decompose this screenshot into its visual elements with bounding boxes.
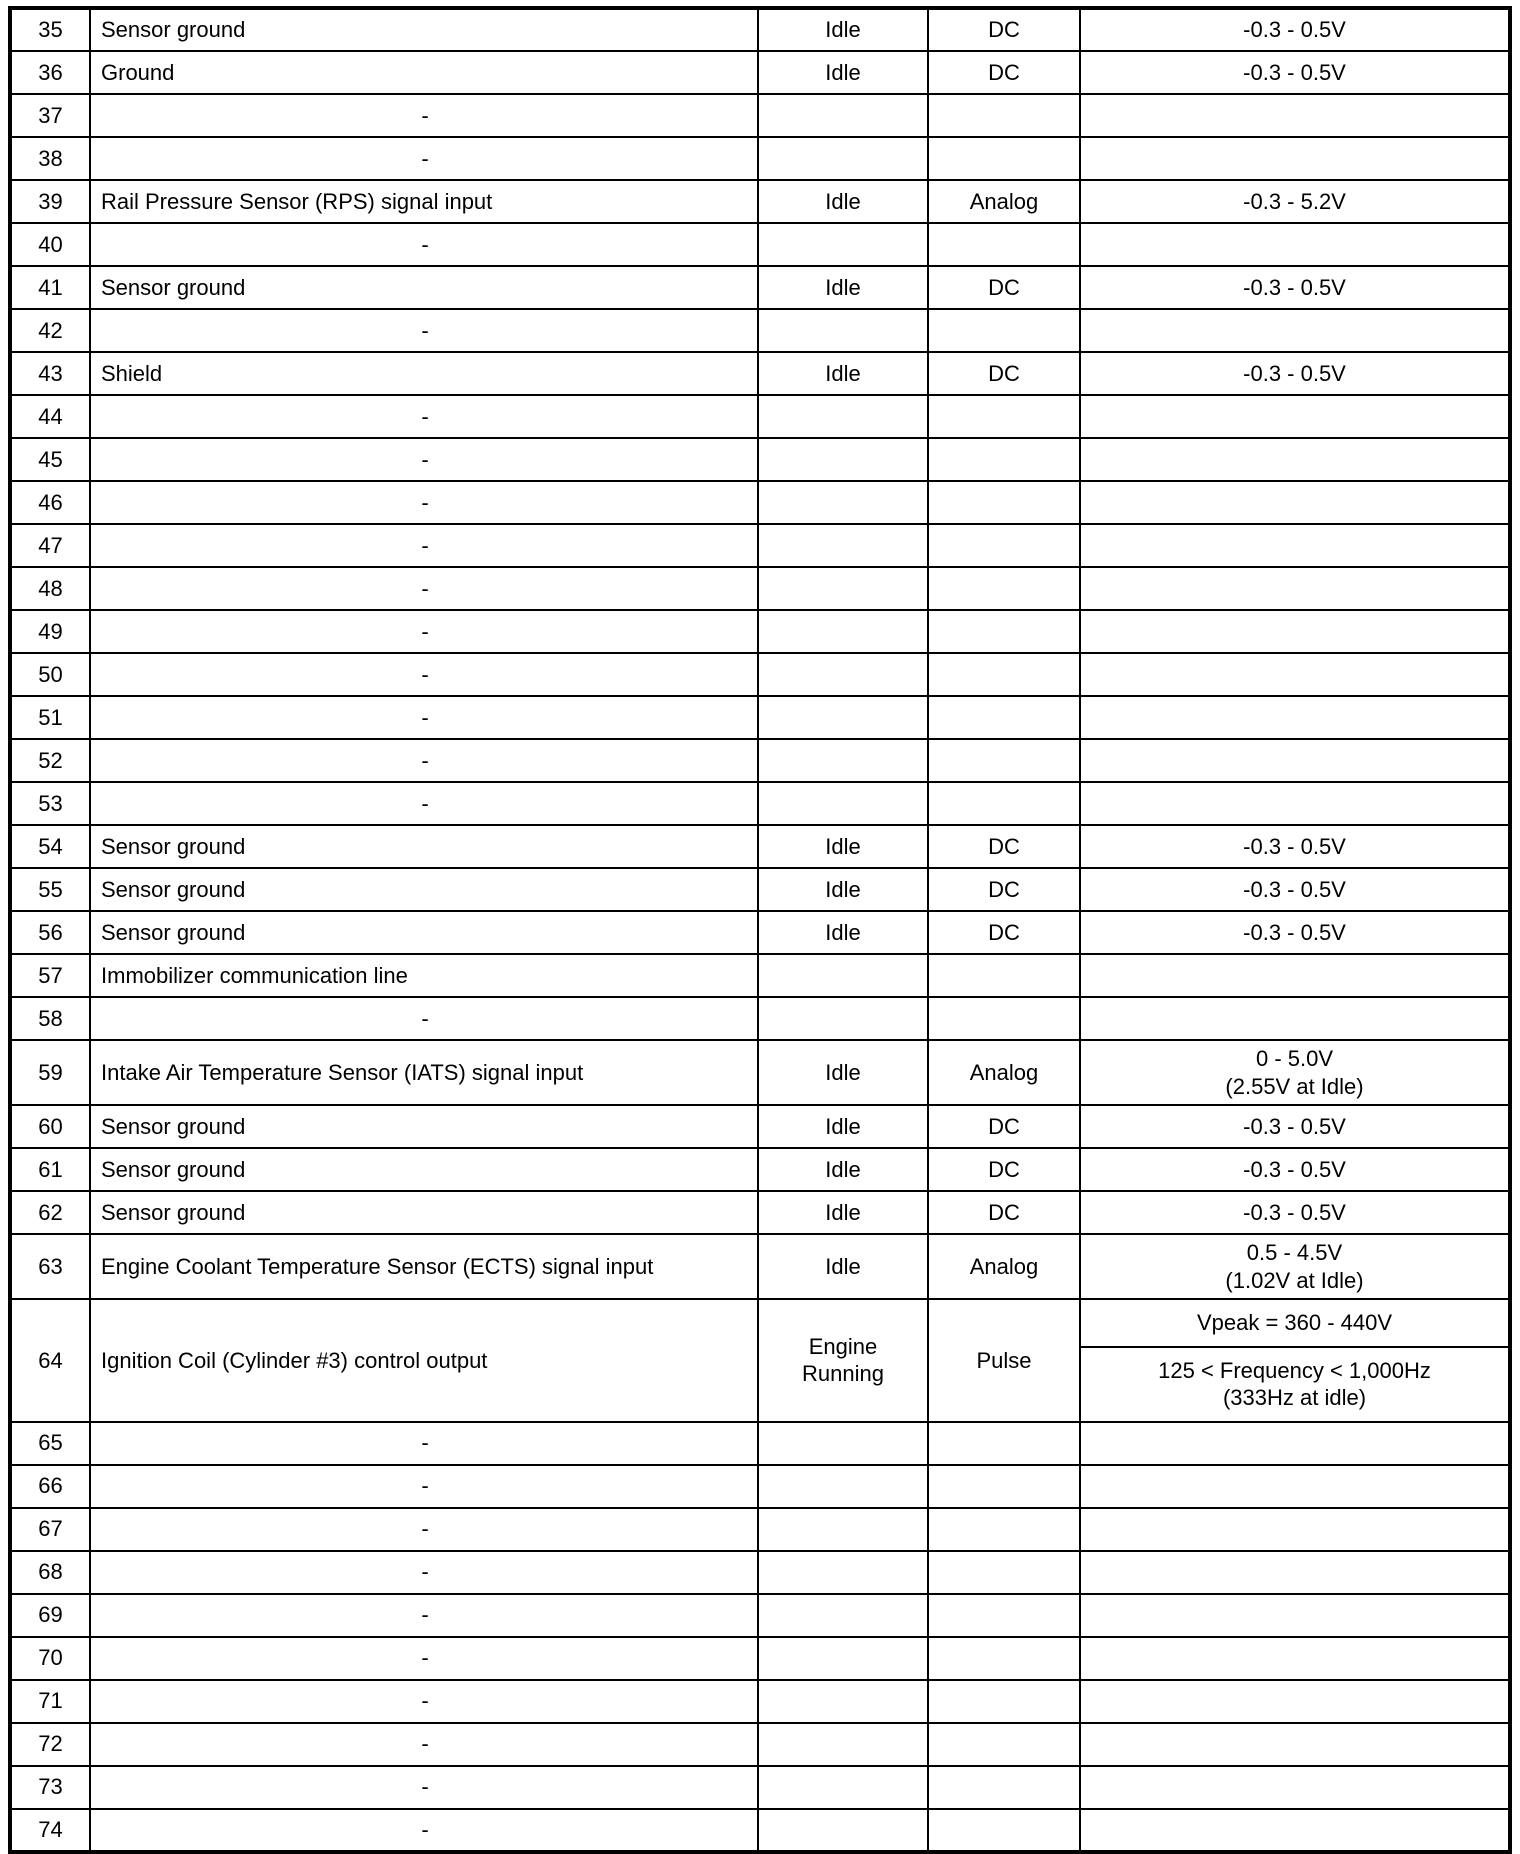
pin-number: 36 bbox=[10, 51, 90, 94]
pin-level bbox=[1080, 610, 1510, 653]
pin-description: - bbox=[90, 997, 758, 1040]
pin-number: 53 bbox=[10, 782, 90, 825]
pin-row-64 bbox=[10, 1299, 1510, 1422]
pin-row-57 bbox=[10, 954, 1510, 997]
pin-row-43 bbox=[10, 352, 1510, 395]
pin-level bbox=[1080, 180, 1510, 223]
pin-level bbox=[1080, 1594, 1510, 1637]
pin-row-71 bbox=[10, 1680, 1510, 1723]
pin-signal-type bbox=[928, 739, 1080, 782]
pin-number: 68 bbox=[10, 1551, 90, 1594]
pin-row-55 bbox=[10, 868, 1510, 911]
pin-level bbox=[1080, 223, 1510, 266]
pin-number: 66 bbox=[10, 1465, 90, 1508]
pin-signal-type bbox=[928, 309, 1080, 352]
pin-number: 71 bbox=[10, 1680, 90, 1723]
pin-level-line: Vpeak = 360 - 440V bbox=[1196, 1310, 1393, 1335]
pin-level bbox=[1080, 653, 1510, 696]
pin-signal-type: DC bbox=[928, 1191, 1080, 1234]
pin-level bbox=[1080, 395, 1510, 438]
pin-condition bbox=[758, 1723, 928, 1766]
pin-row-46 bbox=[10, 481, 1510, 524]
pin-row-47 bbox=[10, 524, 1510, 567]
pin-number: 58 bbox=[10, 997, 90, 1040]
pin-row-50 bbox=[10, 653, 1510, 696]
pin-signal-type: DC bbox=[928, 1105, 1080, 1148]
pin-level bbox=[1080, 1508, 1510, 1551]
pin-level bbox=[1080, 481, 1510, 524]
pin-description: - bbox=[90, 1680, 758, 1723]
pin-condition bbox=[758, 1637, 928, 1680]
pin-level bbox=[1080, 696, 1510, 739]
pin-signal-type: DC bbox=[928, 868, 1080, 911]
pin-level bbox=[1080, 1299, 1510, 1422]
pin-level-line: -0.3 - 5.2V bbox=[1243, 188, 1346, 214]
pin-row-70 bbox=[10, 1637, 1510, 1680]
pin-signal-type: Analog bbox=[928, 180, 1080, 223]
pin-signal-type: DC bbox=[928, 8, 1080, 51]
pin-condition: Idle bbox=[758, 266, 928, 309]
pin-condition bbox=[758, 997, 928, 1040]
pin-level-line: -0.3 - 0.5V bbox=[1243, 833, 1346, 859]
pin-condition bbox=[758, 567, 928, 610]
pin-signal-type bbox=[928, 1465, 1080, 1508]
pin-number: 61 bbox=[10, 1148, 90, 1191]
pin-row-66 bbox=[10, 1465, 1510, 1508]
pin-description: Sensor ground bbox=[90, 868, 758, 911]
pin-description: - bbox=[90, 1508, 758, 1551]
pin-description: - bbox=[90, 1551, 758, 1594]
pin-level-line: 0.5 - 4.5V bbox=[1246, 1240, 1343, 1265]
pin-level-line: (2.55V at Idle) bbox=[1225, 1073, 1364, 1099]
pin-number: 73 bbox=[10, 1766, 90, 1809]
pin-row-69 bbox=[10, 1594, 1510, 1637]
pin-description: Ignition Coil (Cylinder #3) control output bbox=[90, 1299, 758, 1422]
pin-description: - bbox=[90, 438, 758, 481]
pin-signal-type bbox=[928, 567, 1080, 610]
pin-condition bbox=[758, 1465, 928, 1508]
pin-description: Immobilizer communication line bbox=[90, 954, 758, 997]
pin-number: 42 bbox=[10, 309, 90, 352]
pin-level bbox=[1080, 438, 1510, 481]
pin-condition bbox=[758, 1422, 928, 1465]
pin-level bbox=[1080, 266, 1510, 309]
pin-number: 43 bbox=[10, 352, 90, 395]
pin-condition: Idle bbox=[758, 180, 928, 223]
pin-row-36 bbox=[10, 51, 1510, 94]
pin-description: - bbox=[90, 1766, 758, 1809]
pin-condition: Idle bbox=[758, 911, 928, 954]
pin-condition: Idle bbox=[758, 1234, 928, 1299]
pin-row-48 bbox=[10, 567, 1510, 610]
pin-row-37 bbox=[10, 94, 1510, 137]
pin-number: 37 bbox=[10, 94, 90, 137]
pin-level bbox=[1080, 997, 1510, 1040]
pin-signal-type bbox=[928, 524, 1080, 567]
pin-level bbox=[1080, 1422, 1510, 1465]
pin-level bbox=[1080, 51, 1510, 94]
pin-level-subcell bbox=[1081, 1346, 1508, 1421]
pin-signal-type bbox=[928, 696, 1080, 739]
pin-number: 56 bbox=[10, 911, 90, 954]
pin-description: - bbox=[90, 610, 758, 653]
pin-row-65 bbox=[10, 1422, 1510, 1465]
pin-condition bbox=[758, 1551, 928, 1594]
pin-level-line: -0.3 - 0.5V bbox=[1243, 360, 1346, 386]
pin-row-61 bbox=[10, 1148, 1510, 1191]
pin-row-72 bbox=[10, 1723, 1510, 1766]
pin-description: - bbox=[90, 1723, 758, 1766]
pin-description: Ground bbox=[90, 51, 758, 94]
pin-signal-type bbox=[928, 137, 1080, 180]
pin-level-line: (333Hz at idle) bbox=[1222, 1385, 1367, 1410]
pin-description: Sensor ground bbox=[90, 1191, 758, 1234]
pin-signal-type: DC bbox=[928, 825, 1080, 868]
pin-condition bbox=[758, 1809, 928, 1852]
pin-description: - bbox=[90, 1594, 758, 1637]
pin-description: Sensor ground bbox=[90, 825, 758, 868]
pin-signal-type bbox=[928, 481, 1080, 524]
pin-row-58 bbox=[10, 997, 1510, 1040]
pin-level bbox=[1080, 825, 1510, 868]
pin-level bbox=[1080, 567, 1510, 610]
pin-number: 59 bbox=[10, 1040, 90, 1105]
pin-number: 60 bbox=[10, 1105, 90, 1148]
pin-level-line: -0.3 - 0.5V bbox=[1243, 1113, 1346, 1139]
pin-level-line: 125 < Frequency < 1,000Hz bbox=[1158, 1357, 1431, 1383]
pin-row-39 bbox=[10, 180, 1510, 223]
pin-number: 50 bbox=[10, 653, 90, 696]
pin-level-line: -0.3 - 0.5V bbox=[1243, 17, 1346, 43]
pin-condition bbox=[758, 1508, 928, 1551]
pin-number: 55 bbox=[10, 868, 90, 911]
pin-level bbox=[1080, 1551, 1510, 1594]
pin-number: 57 bbox=[10, 954, 90, 997]
pin-signal-type bbox=[928, 223, 1080, 266]
pin-level-line: -0.3 - 0.5V bbox=[1243, 919, 1346, 945]
pin-description: Shield bbox=[90, 352, 758, 395]
pin-number: 67 bbox=[10, 1508, 90, 1551]
pin-description: - bbox=[90, 94, 758, 137]
pin-description: Sensor ground bbox=[90, 266, 758, 309]
pin-condition bbox=[758, 309, 928, 352]
pin-condition bbox=[758, 954, 928, 997]
pin-level bbox=[1080, 954, 1510, 997]
pin-description: - bbox=[90, 524, 758, 567]
pin-condition bbox=[758, 739, 928, 782]
pin-row-42 bbox=[10, 309, 1510, 352]
pin-level bbox=[1080, 8, 1510, 51]
pin-condition bbox=[758, 94, 928, 137]
pin-signal-type bbox=[928, 653, 1080, 696]
pin-number: 47 bbox=[10, 524, 90, 567]
pin-number: 46 bbox=[10, 481, 90, 524]
pin-signal-type bbox=[928, 1766, 1080, 1809]
pin-number: 72 bbox=[10, 1723, 90, 1766]
pin-level bbox=[1080, 1809, 1510, 1852]
pin-row-44 bbox=[10, 395, 1510, 438]
pin-number: 63 bbox=[10, 1234, 90, 1299]
pin-description: - bbox=[90, 1637, 758, 1680]
pin-description: - bbox=[90, 395, 758, 438]
pin-level bbox=[1080, 1637, 1510, 1680]
pin-level-line: -0.3 - 0.5V bbox=[1243, 1199, 1346, 1225]
pin-number: 52 bbox=[10, 739, 90, 782]
pin-level bbox=[1080, 911, 1510, 954]
pin-description: Sensor ground bbox=[90, 8, 758, 51]
pin-level bbox=[1080, 309, 1510, 352]
pin-condition bbox=[758, 653, 928, 696]
pin-signal-type bbox=[928, 610, 1080, 653]
pin-signal-type bbox=[928, 1723, 1080, 1766]
pin-level-line: (1.02V at Idle) bbox=[1225, 1267, 1364, 1293]
pin-description: - bbox=[90, 137, 758, 180]
pin-row-56 bbox=[10, 911, 1510, 954]
pin-number: 51 bbox=[10, 696, 90, 739]
pin-signal-type bbox=[928, 1809, 1080, 1852]
pin-signal-type bbox=[928, 1422, 1080, 1465]
pin-condition bbox=[758, 696, 928, 739]
pin-condition bbox=[758, 137, 928, 180]
pin-row-35 bbox=[10, 8, 1510, 51]
pin-condition bbox=[758, 1680, 928, 1723]
pin-signal-type: DC bbox=[928, 352, 1080, 395]
pin-description: Sensor ground bbox=[90, 1148, 758, 1191]
pin-signal-type: DC bbox=[928, 51, 1080, 94]
pin-row-52 bbox=[10, 739, 1510, 782]
pin-number: 48 bbox=[10, 567, 90, 610]
pin-signal-type bbox=[928, 1508, 1080, 1551]
pin-description: - bbox=[90, 223, 758, 266]
pin-description: - bbox=[90, 653, 758, 696]
pin-signal-type bbox=[928, 997, 1080, 1040]
pin-row-74 bbox=[10, 1809, 1510, 1852]
pin-level-line: -0.3 - 0.5V bbox=[1243, 1156, 1346, 1182]
pin-row-53 bbox=[10, 782, 1510, 825]
pin-level-line: -0.3 - 0.5V bbox=[1243, 59, 1346, 85]
pin-level bbox=[1080, 352, 1510, 395]
pin-table-body bbox=[10, 8, 1510, 1852]
pin-description: Rail Pressure Sensor (RPS) signal input bbox=[90, 180, 758, 223]
pin-number: 54 bbox=[10, 825, 90, 868]
pin-description: - bbox=[90, 1465, 758, 1508]
pin-condition: Idle bbox=[758, 8, 928, 51]
pin-description: Sensor ground bbox=[90, 1105, 758, 1148]
pin-row-45 bbox=[10, 438, 1510, 481]
pin-level bbox=[1080, 1191, 1510, 1234]
pin-level-line: 0 - 5.0V bbox=[1255, 1046, 1334, 1071]
pin-description: - bbox=[90, 567, 758, 610]
pin-level bbox=[1080, 1040, 1510, 1105]
pin-row-49 bbox=[10, 610, 1510, 653]
pin-row-62 bbox=[10, 1191, 1510, 1234]
pin-signal-type bbox=[928, 395, 1080, 438]
pin-signal-type bbox=[928, 1594, 1080, 1637]
pin-condition bbox=[758, 782, 928, 825]
pin-signal-type: Analog bbox=[928, 1040, 1080, 1105]
pin-condition bbox=[758, 524, 928, 567]
pin-row-51 bbox=[10, 696, 1510, 739]
pin-signal-type bbox=[928, 94, 1080, 137]
pin-level-line: -0.3 - 0.5V bbox=[1243, 876, 1346, 902]
ecm-pin-table bbox=[8, 6, 1512, 1854]
pin-signal-type bbox=[928, 1637, 1080, 1680]
pin-condition bbox=[758, 1766, 928, 1809]
pin-description: - bbox=[90, 1422, 758, 1465]
pin-description: - bbox=[90, 739, 758, 782]
pin-signal-type bbox=[928, 1551, 1080, 1594]
pin-signal-type bbox=[928, 782, 1080, 825]
pin-condition bbox=[758, 610, 928, 653]
pin-level bbox=[1080, 1105, 1510, 1148]
pin-signal-type: DC bbox=[928, 1148, 1080, 1191]
pin-description: - bbox=[90, 309, 758, 352]
pin-number: 38 bbox=[10, 137, 90, 180]
pin-signal-type bbox=[928, 1680, 1080, 1723]
pin-row-68 bbox=[10, 1551, 1510, 1594]
pin-number: 65 bbox=[10, 1422, 90, 1465]
pin-signal-type: Analog bbox=[928, 1234, 1080, 1299]
pin-level bbox=[1080, 524, 1510, 567]
pin-description: - bbox=[90, 481, 758, 524]
pin-number: 64 bbox=[10, 1299, 90, 1422]
pin-level bbox=[1080, 1234, 1510, 1299]
pin-condition: Idle bbox=[758, 825, 928, 868]
pin-number: 49 bbox=[10, 610, 90, 653]
pin-level bbox=[1080, 137, 1510, 180]
pin-level bbox=[1080, 1680, 1510, 1723]
pin-description: - bbox=[90, 782, 758, 825]
pin-level bbox=[1080, 1148, 1510, 1191]
pin-level-line: -0.3 - 0.5V bbox=[1243, 274, 1346, 300]
pin-level bbox=[1080, 94, 1510, 137]
pin-row-67 bbox=[10, 1508, 1510, 1551]
pin-condition: Idle bbox=[758, 1105, 928, 1148]
pin-number: 70 bbox=[10, 1637, 90, 1680]
pin-description: Intake Air Temperature Sensor (IATS) signal input bbox=[90, 1040, 758, 1105]
pin-row-60 bbox=[10, 1105, 1510, 1148]
pin-signal-type: DC bbox=[928, 911, 1080, 954]
pin-row-41 bbox=[10, 266, 1510, 309]
pin-row-59 bbox=[10, 1040, 1510, 1105]
pin-level bbox=[1080, 1723, 1510, 1766]
pin-condition bbox=[758, 438, 928, 481]
pin-condition bbox=[758, 481, 928, 524]
pin-level bbox=[1080, 868, 1510, 911]
pin-number: 40 bbox=[10, 223, 90, 266]
pin-number: 39 bbox=[10, 180, 90, 223]
pin-number: 44 bbox=[10, 395, 90, 438]
pin-condition: Idle bbox=[758, 1191, 928, 1234]
pin-condition: Idle bbox=[758, 868, 928, 911]
pin-condition: Idle bbox=[758, 1148, 928, 1191]
pin-description: - bbox=[90, 696, 758, 739]
pin-condition: Idle bbox=[758, 51, 928, 94]
pin-level bbox=[1080, 1766, 1510, 1809]
pin-number: 62 bbox=[10, 1191, 90, 1234]
pin-number: 35 bbox=[10, 8, 90, 51]
pin-signal-type: Pulse bbox=[928, 1299, 1080, 1422]
pin-description: - bbox=[90, 1809, 758, 1852]
pin-level bbox=[1080, 739, 1510, 782]
pin-level-subcell bbox=[1081, 1300, 1508, 1346]
pin-condition bbox=[758, 395, 928, 438]
pin-signal-type bbox=[928, 954, 1080, 997]
pin-description: Engine Coolant Temperature Sensor (ECTS) signal input bbox=[90, 1234, 758, 1299]
pin-condition bbox=[758, 223, 928, 266]
pin-level bbox=[1080, 782, 1510, 825]
pin-condition: Idle bbox=[758, 352, 928, 395]
pin-condition bbox=[758, 1594, 928, 1637]
pin-number: 74 bbox=[10, 1809, 90, 1852]
pin-number: 69 bbox=[10, 1594, 90, 1637]
pin-condition: Idle bbox=[758, 1040, 928, 1105]
pin-row-40 bbox=[10, 223, 1510, 266]
pin-number: 41 bbox=[10, 266, 90, 309]
pin-row-54 bbox=[10, 825, 1510, 868]
pin-signal-type: DC bbox=[928, 266, 1080, 309]
pin-description: Sensor ground bbox=[90, 911, 758, 954]
pin-condition: Engine Running bbox=[758, 1299, 928, 1422]
pin-row-63 bbox=[10, 1234, 1510, 1299]
pin-signal-type bbox=[928, 438, 1080, 481]
pin-level bbox=[1080, 1465, 1510, 1508]
pin-number: 45 bbox=[10, 438, 90, 481]
pin-row-38 bbox=[10, 137, 1510, 180]
pin-row-73 bbox=[10, 1766, 1510, 1809]
